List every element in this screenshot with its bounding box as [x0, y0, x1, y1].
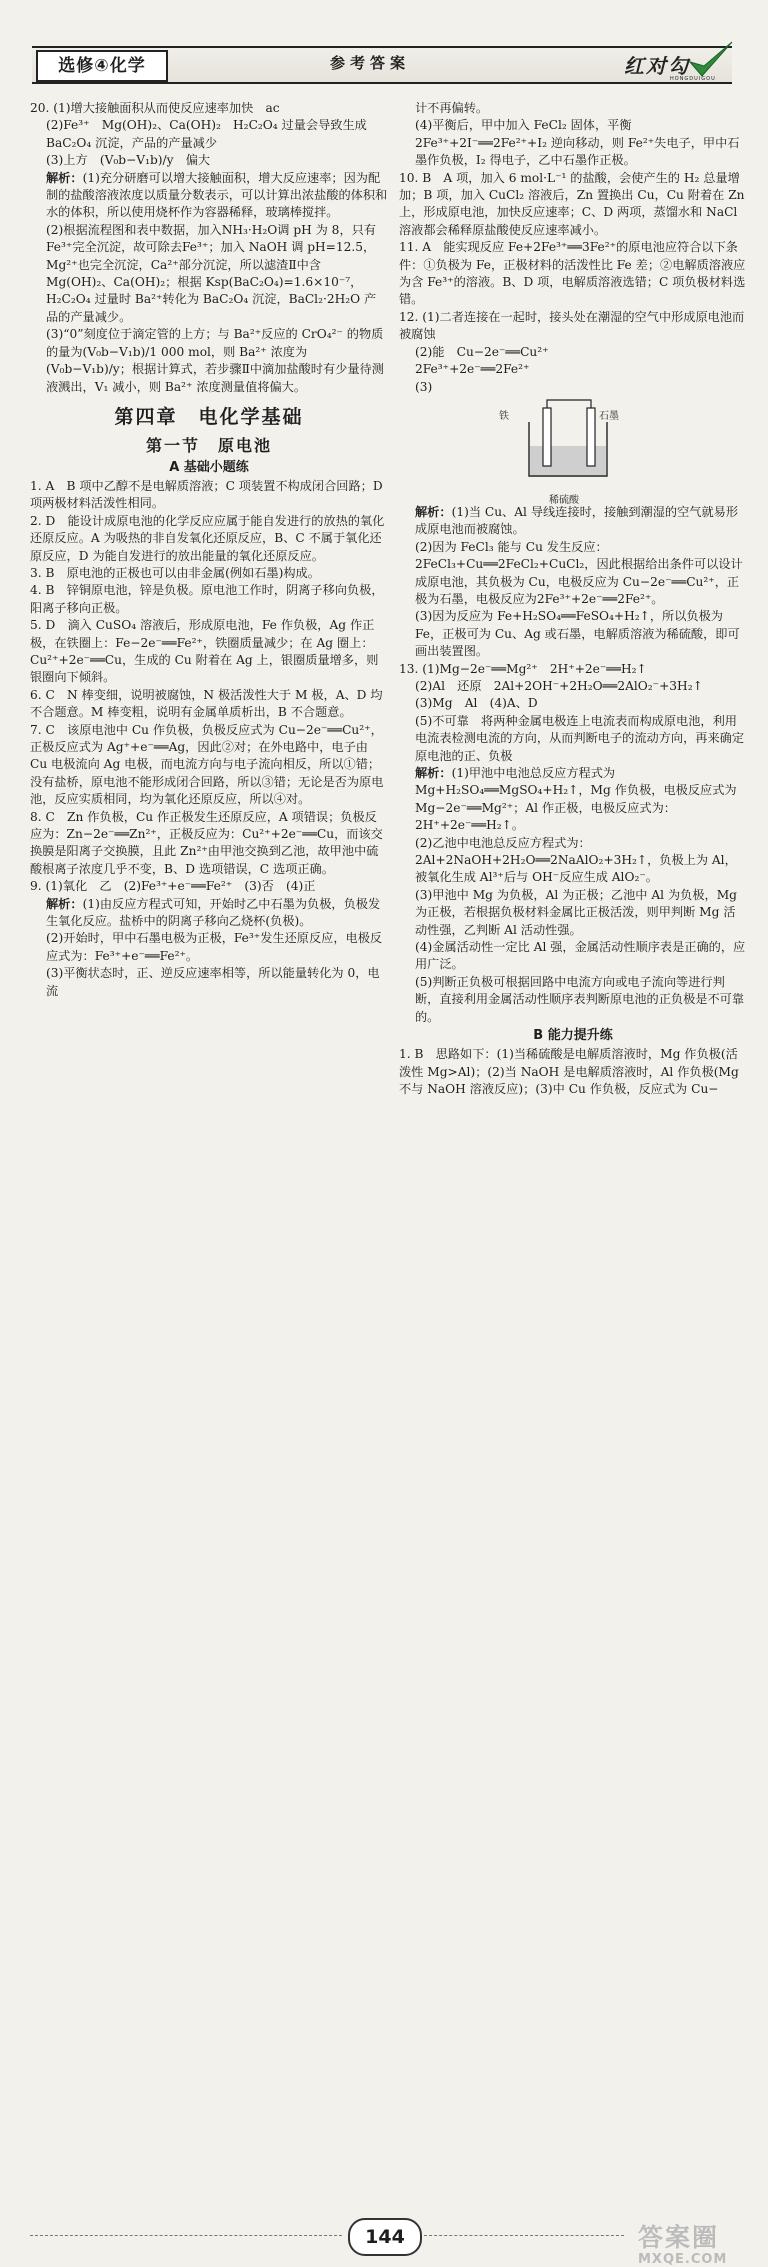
book-title: 选修④化学: [36, 50, 168, 82]
watermark-url: MXQE.COM: [638, 2252, 728, 2267]
watermark-text: 答案圈: [638, 2223, 720, 2252]
answer-text: 2Fe³⁺+2e⁻══2Fe²⁺: [415, 362, 530, 377]
answer-text: (2)能 Cu−2e⁻══Cu²⁺: [415, 344, 549, 359]
answer-text: (3)甲池中 Mg 为负极，Al 为正极；乙池中 Al 为负极，Mg 为正极，若根据负极材料金属比正极活泼，则甲判断 Mg 活动性强，乙判断 Al 活动性强。: [415, 887, 737, 937]
checkmark-icon: [686, 40, 736, 80]
answer-text: (3)Mg Al (4)A、D: [415, 696, 538, 711]
answer-text: 1. A B 项中乙醇不是电解质溶液；C 项装置不构成闭合回路；D 项两极材料活泼性相同。: [30, 478, 383, 511]
chapter-heading: 第四章 电化学基础: [114, 405, 304, 428]
analysis-label: 解析：: [415, 766, 452, 780]
subsection-heading: B 能力提升练: [533, 1028, 613, 1044]
answer-text: (2)因为 FeCl₃ 能与 Cu 发生反应：2FeCl₃+Cu══2FeCl₂+CuCl₂，因此根据给出条件可以设计成原电池，其负极为 Cu，电极反应为 Cu−2e⁻══Cu²⁺，正极为石墨，电极反应为2Fe³⁺+2e⁻══2Fe²⁺。: [415, 539, 743, 606]
footer-line-left: [30, 2235, 342, 2236]
answer-text: 2. D 能设计成原电池的化学反应应属于能自发进行的放热的氧化还原反应。A 为吸热的非自发氧化还原反应，B、C 不属于氧化还原反应，D 为能自发进行的放出能量的氧化还原反应。: [30, 513, 385, 563]
answer-text: (4)金属活动性一定比 Al 强，金属活动性顺序表是正确的，应用广泛。: [415, 940, 746, 972]
answer-text: (3)因为反应为 Fe+H₂SO₄══FeSO₄+H₂↑，所以负极为Fe，正极可为 Cu、Ag 或石墨，电解质溶液为稀硫酸，即可画出装置图。: [415, 609, 740, 659]
iron-electrode: [543, 408, 551, 466]
page-footer: [0, 1108, 768, 2267]
answer-text: 3. B 原电池的正极也可以由非金属(例如石墨)构成。: [30, 565, 320, 580]
answer-text: (3)平衡状态时，正、逆反应速率相等，所以能量转化为 0，电流: [46, 966, 380, 998]
page-number: 144: [348, 2218, 422, 2256]
page-header: [0, 0, 768, 92]
footer-line-right: [424, 2235, 624, 2236]
wire: [547, 400, 591, 408]
section-heading: 第一节 原电池: [145, 435, 272, 455]
answer-text: 解析：(1)甲池中电池总反应方程式为 Mg+H₂SO₄══MgSO₄+H₂↑，Mg 作负极，电极反应式为 Mg−2e⁻══Mg²⁺；Al 作正极，电极反应式为：2H⁺+2e⁻══H₂↑。: [415, 766, 737, 833]
brand-pinyin: HONGDUIGOU: [670, 76, 716, 82]
answer-text: 解析：(1)充分研磨可以增大接触面积，增大反应速率；因为配制的盐酸溶液浓度以质量分数表示，可以计算出浓盐酸的体积和水的体积，所以使用烧杯作为容器稀释，玻璃棒搅拌。: [46, 170, 388, 220]
answer-text: (5)不可靠 将两种金属电极连上电流表而构成原电池，利用电流表检测电流的方向，从而判断电子的流动方向，再来确定原电池的正、负极: [415, 713, 745, 763]
graphite-electrode: [587, 408, 595, 466]
answer-text: 9. (1)氧化 乙 (2)Fe³⁺+e⁻══Fe²⁺ (3)否 (4)正: [30, 879, 316, 894]
answer-text: 10. B A 项，加入 6 mol·L⁻¹ 的盐酸，会使产生的 H₂ 总量增加；B 项，加入 CuCl₂ 溶液后，Zn 置换出 Cu，Cu 附着在 Zn 上，形成原电池，加快反应速率；C、D 两项，蒸馏水和 NaCl 溶液都会稀释原盐酸使反应速率减小。: [399, 170, 745, 237]
answer-text: 20. (1)增大接触面积从而使反应速率加快 ac: [30, 101, 280, 115]
section-title: 参考答案: [330, 54, 411, 72]
answer-text: (3): [415, 379, 433, 394]
answer-text: (2)Fe³⁺ Mg(OH)₂、Ca(OH)₂ H₂C₂O₄ 过量会导致生成BaC₂O₄ 沉淀，产品的产量减少: [46, 118, 367, 150]
answer-text: (2)根据流程图和表中数据，加入NH₃·H₂O调 pH 为 8，只有Fe³⁺完全沉淀，故可除去Fe³⁺；加入 NaOH 调 pH=12.5，Mg²⁺也完全沉淀，Ca²⁺部分沉淀，所以滤渣Ⅱ中含Mg(OH)₂、Ca(OH)₂；根据 Ksp(BaC₂O₄)=1.6×10⁻⁷，H₂C₂O₄ 过量时 Ba²⁺转化为 BaC₂O₄ 沉淀，BaCl₂·2H₂O 产品的产量减少。: [46, 222, 377, 324]
answer-text: 12. (1)二者连接在一起时，接头处在潮湿的空气中形成原电池而被腐蚀: [399, 309, 745, 342]
answer-text: (5)判断正负极可根据回路中电流方向或电子流向等进行判断，直接利用金属活动性顺序表判断原电池的正负极是不可靠的。: [415, 974, 745, 1024]
answer-text: 解析：(1)由反应方程式可知，开始时乙中石墨为负极，负极发生氧化反应。盐桥中的阴离子移向乙烧杯(负极)。: [46, 896, 381, 929]
analysis-label: 解析：: [46, 170, 83, 185]
answer-text: 1. B 思路如下：(1)当稀硫酸是电解质溶液时，Mg 作负极(活泼性 Mg>Al)；(2)当 NaOH 是电解质溶液时，Al 作负极(Mg 不与 NaOH 溶液反应)；(3)中 Cu 作负极，反应式为 Cu−: [399, 1047, 739, 1096]
left-column: [30, 100, 388, 1000]
answer-text: 6. C N 棒变细，说明被腐蚀，N 极活泼性大于 M 极，A、D 均不合题意。M 棒变粗，说明有金属单质析出，B 不合题意。: [30, 687, 383, 720]
answer-text: 7. C 该原电池中 Cu 作负极，负极反应式为 Cu−2e⁻══Cu²⁺，正极反应式为 Ag⁺+e⁻══Ag，因此②对；在外电路中，电子由 Cu 电极流向 Ag 电极，而电流方向与电子流向相反，所以①错；没有盐桥，原电池不能形成闭合回路，所以③错；无论是否为原电池，反应实质相同，均为氧化还原反应，所以④对。: [30, 722, 384, 807]
answer-text: (3)“0”刻度位于滴定管的上方；与 Ba²⁺反应的 CrO₄²⁻ 的物质的量为(V₀b−V₁b)/1 000 mol，则 Ba²⁺ 浓度为(V₀b−V₁b)/y；根据计算式，若步骤Ⅱ中滴加盐酸时有少量待测液溅出，V₁ 减小，则 Ba²⁺ 浓度测量值将偏大。: [46, 327, 384, 394]
answer-text: (2)开始时，甲中石墨电极为正极，Fe³⁺发生还原反应，电极反应式为：Fe³⁺+e⁻══Fe²⁺。: [46, 931, 383, 963]
subsection-heading: A 基础小题练: [169, 459, 249, 475]
figure-label: 石墨: [599, 410, 619, 422]
analysis-label: 解析：: [415, 504, 452, 519]
answer-text: 8. C Zn 作负极，Cu 作正极发生还原反应，A 项错误；负极反应为：Zn−2e⁻══Zn²⁺，正极反应为：Cu²⁺+2e⁻══Cu，而该交换膜是阳离子交换膜，且此 Zn²⁺由甲池交换到乙池，故甲池中硫酸根离子浓度几乎不变，B、D 选项错误，C 选项正确。: [30, 809, 383, 876]
answer-text: 计不再偏转。: [415, 101, 489, 115]
analysis-label: 解析：: [46, 896, 83, 911]
watermark: [638, 2218, 727, 2267]
answer-text: 解析：(1)当 Cu、Al 导线连接时，接触到潮湿的空气就易形成原电池而被腐蚀。: [415, 504, 739, 537]
answer-text: (2)Al 还原 2Al+2OH⁻+2H₂O══2AlO₂⁻+3H₂↑: [415, 678, 703, 693]
answer-text: (4)平衡后，甲中加入 FeCl₂ 固体，平衡 2Fe³⁺+2I⁻══2Fe²⁺+I₂ 逆向移动，则 Fe²⁺失电子，甲中石墨作负极，I₂ 得电子，乙中石墨作正极。: [415, 118, 740, 168]
figure-label: 稀硫酸: [549, 494, 579, 506]
figure-label: 铁: [499, 410, 509, 422]
answer-text: (3)上方 (V₀b−V₁b)/y 偏大: [46, 153, 211, 168]
answer-text: 5. D 滴入 CuSO₄ 溶液后，形成原电池，Fe 作负极，Ag 作正极，在铁圈上：Fe−2e⁻══Fe²⁺，铁圈质量减少；在 Ag 圈上：Cu²⁺+2e⁻══Cu，生成的 Cu 附着在 Ag 上，银圈质量增多，则银圈向下倾斜。: [30, 618, 379, 685]
answer-text: 11. A 能实现反应 Fe+2Fe³⁺══3Fe²⁺的原电池应符合以下条件：①负极为 Fe，正极材料的活泼性比 Fe 差；②电解质溶液应为含 Fe³⁺的溶液。B、D 项，电解质溶液选错；C 项负极材料选错。: [399, 240, 746, 307]
right-column: [399, 100, 747, 1098]
answer-text: 13. (1)Mg−2e⁻══Mg²⁺ 2H⁺+2e⁻══H₂↑: [399, 661, 647, 676]
answer-text: (2)乙池中电池总反应方程式为：2Al+2NaOH+2H₂O══2NaAlO₂+3H₂↑，负极上为 Al，被氧化生成 Al³⁺后与 OH⁻反应生成 AlO₂⁻。: [415, 835, 737, 885]
brand-logo: [610, 44, 730, 84]
electrochemical-cell-diagram: [399, 396, 747, 504]
brand-name: 红对勾: [624, 54, 690, 78]
answer-text: 4. B 锌铜原电池，锌是负极。原电池工作时，阴离子移向负极，阳离子移向正极。: [30, 583, 384, 615]
